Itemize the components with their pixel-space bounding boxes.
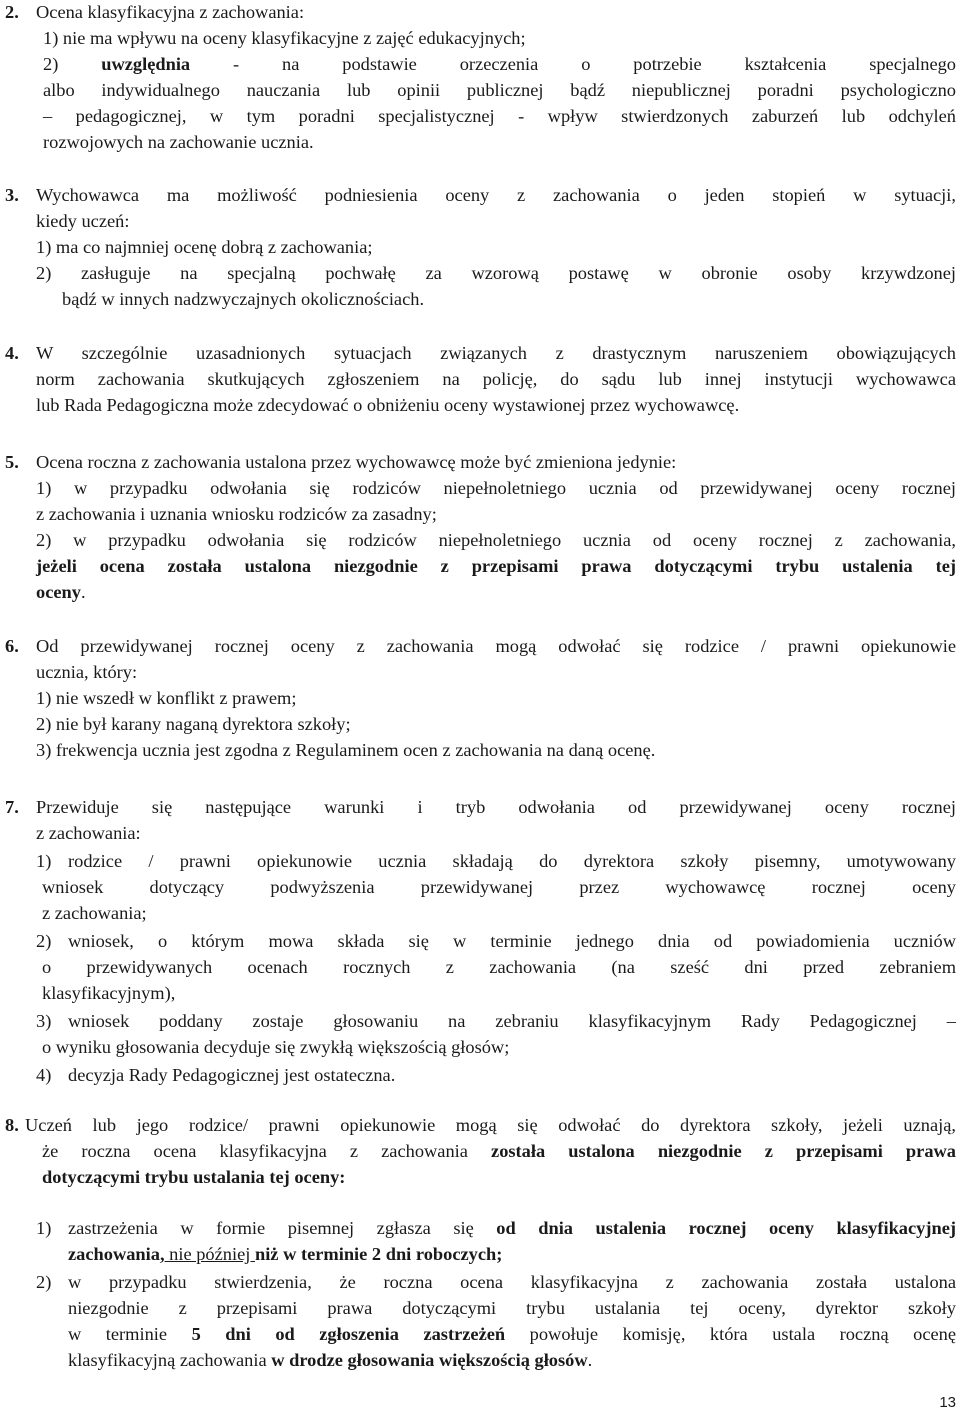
text: - na podstawie orzeczenia o potrzebie kształcenia specjalnego	[190, 54, 956, 74]
section-8-line-2	[42, 1139, 956, 1163]
section-7-item-1-line-3: z zachowania;	[42, 903, 147, 923]
section-5-number: 5.	[5, 452, 19, 472]
item-number: 2)	[43, 54, 102, 74]
section-7-item-3-line-1: wniosek poddany zostaje głosowaniu na zebraniu klasyfikacyjnym Rady Pedagogicznej –	[68, 1011, 956, 1031]
section-8-line-1: Uczeń lub jego rodzice/ prawni opiekunowie mogą się odwołać do dyrektora szkoły, jeżeli uznają,	[25, 1115, 956, 1135]
section-7-item-2-line-3: klasyfikacyjnym),	[42, 983, 176, 1003]
text: .	[80, 582, 86, 602]
section-7-item-4-line-1: decyzja Rady Pedagogicznej jest ostateczna.	[68, 1065, 396, 1085]
section-8-item-2-number: 2)	[36, 1272, 52, 1292]
bold-term: niż w terminie 2 dni roboczych;	[254, 1244, 503, 1264]
section-2-item-2-line-4: rozwojowych na zachowanie ucznia.	[43, 132, 314, 152]
section-2-number: 2.	[5, 2, 19, 22]
section-8-item-2-line-4	[68, 1348, 592, 1372]
section-5-line-5: jeżeli ocena została ustalona niezgodnie z przepisami prawa dotyczącymi trybu ustalenia tej	[36, 556, 956, 576]
section-4-line-3: lub Rada Pedagogiczna może zdecydować o obniżeniu oceny wystawionej przez wychowawcę.	[36, 395, 740, 415]
section-3-number: 3.	[5, 185, 19, 205]
section-7-item-3-number: 3)	[36, 1011, 52, 1031]
bold-term: 5 dni od zgłoszenia zastrzeżeń	[191, 1324, 506, 1344]
section-5-line-1: Ocena roczna z zachowania ustalona przez wychowawcę może być zmieniona jedynie:	[36, 452, 677, 472]
section-7-item-4-number: 4)	[36, 1065, 52, 1085]
section-6-number: 6.	[5, 636, 19, 656]
section-8-item-2-line-3	[68, 1322, 956, 1346]
bold-term: oceny	[36, 582, 81, 602]
section-7-item-1-line-2: wniosek dotyczący podwyższenia przewidywanej przez wychowawcę rocznej oceny	[42, 877, 956, 897]
section-8-item-2-line-2: niezgodnie z przepisami prawa dotyczącymi trybu ustalania tej oceny, dyrektor szkoły	[68, 1298, 956, 1318]
section-7-line-2: z zachowania:	[36, 823, 141, 843]
section-3-line-2: kiedy uczeń:	[36, 211, 130, 231]
section-7-line-1: Przewiduje się następujące warunki i tryb odwołania od przewidywanej oceny rocznej	[36, 797, 956, 817]
section-5-line-2: 1) w przypadku odwołania się rodziców niepełnoletniego ucznia od przewidywanej oceny rocznej	[36, 478, 956, 498]
section-8-item-1-line-1	[68, 1216, 956, 1240]
section-6-item-2: 2) nie był karany naganą dyrektora szkoły;	[36, 714, 351, 734]
section-4-line-1: W szczególnie uzasadnionych sytuacjach związanych z drastycznym naruszeniem obowiązujących	[36, 343, 956, 363]
bold-term: zachowania,	[68, 1244, 165, 1264]
section-7-item-1-number: 1)	[36, 851, 52, 871]
page-number: 13	[939, 1394, 956, 1411]
section-8-item-1-number: 1)	[36, 1218, 52, 1238]
section-3-item-2-line-2: bądź w innych nadzwyczajnych okolicznościach.	[62, 289, 425, 309]
underlined-text: nie później	[164, 1244, 255, 1264]
section-8-number: 8.	[5, 1115, 19, 1135]
section-7-item-2-line-2: o przewidywanych ocenach rocznych z zachowania (na sześć dni przed zebraniem	[42, 957, 956, 977]
bold-term: od dnia ustalenia rocznej oceny klasyfikacyjnej	[496, 1218, 956, 1238]
text: .	[587, 1350, 593, 1370]
section-7-item-2-number: 2)	[36, 931, 52, 951]
text: że roczna ocena klasyfikacyjna z zachowania	[42, 1141, 492, 1161]
section-6-line-2: ucznia, który:	[36, 662, 138, 682]
section-7-number: 7.	[5, 797, 19, 817]
text: powołuje komisję, która ustala roczną ocenę	[505, 1324, 956, 1344]
section-3-item-2-line-1: 2) zasługuje na specjalną pochwałę za wzorową postawę w obronie osoby krzywdzonej	[36, 263, 956, 283]
section-7-item-2-line-1: wniosek, o którym mowa składa się w terminie jednego dnia od powiadomienia uczniów	[68, 931, 956, 951]
section-3-line-1: Wychowawca ma możliwość podniesienia oceny z zachowania o jeden stopień w sytuacji,	[36, 185, 956, 205]
section-6-line-1: Od przewidywanej rocznej oceny z zachowania mogą odwołać się rodzice / prawni opiekunowie	[36, 636, 956, 656]
section-5-line-6	[36, 580, 86, 604]
bold-term: w drodze głosowania większością głosów	[271, 1350, 588, 1370]
section-7-item-1-line-1: rodzice / prawni opiekunowie ucznia składają do dyrektora szkoły pisemny, umotywowany	[68, 851, 956, 871]
section-6-item-3: 3) frekwencja ucznia jest zgodna z Regulaminem ocen z zachowania na daną ocenę.	[36, 740, 656, 760]
text: klasyfikacyjną zachowania	[68, 1350, 272, 1370]
section-6-item-1: 1) nie wszedł w konflikt z prawem;	[36, 688, 297, 708]
bold-term: została ustalona niezgodnie z przepisami prawa	[491, 1141, 956, 1161]
section-7-item-3-line-2: o wyniku głosowania decyduje się zwykłą większością głosów;	[42, 1037, 510, 1057]
section-3-item-1: 1) ma co najmniej ocenę dobrą z zachowania;	[36, 237, 373, 257]
section-2-item-2-line-2: albo indywidualnego nauczania lub opinii publicznej bądź niepublicznej poradni psychologiczno	[43, 80, 956, 100]
section-8-item-1-line-2	[68, 1242, 502, 1266]
section-2-heading: Ocena klasyfikacyjna z zachowania:	[36, 2, 305, 22]
section-8-line-3: dotyczącymi trybu ustalania tej oceny:	[42, 1167, 346, 1187]
section-2-item-2-line-3: – pedagogicznej, w tym poradni specjalistycznej - wpływ stwierdzonych zaburzeń lub odchyleń	[43, 106, 956, 126]
section-2-item-1: 1) nie ma wpływu na oceny klasyfikacyjne z zajęć edukacyjnych;	[43, 28, 526, 48]
section-5-line-3: z zachowania i uznania wniosku rodziców za zasadny;	[36, 504, 437, 524]
section-4-line-2: norm zachowania skutkujących zgłoszeniem na policję, do sądu lub innej instytucji wychowawca	[36, 369, 956, 389]
section-5-line-4: 2) w przypadku odwołania się rodziców niepełnoletniego ucznia od oceny rocznej z zachowania,	[36, 530, 956, 550]
text: w terminie	[68, 1324, 192, 1344]
bold-term: uwzględnia	[101, 54, 191, 74]
section-8-item-2-line-1: w przypadku stwierdzenia, że roczna ocena klasyfikacyjna z zachowania została ustalona	[68, 1272, 956, 1292]
text: zastrzeżenia w formie pisemnej zgłasza się	[68, 1218, 497, 1238]
section-4-number: 4.	[5, 343, 19, 363]
section-2-item-2-line-1	[43, 52, 956, 76]
